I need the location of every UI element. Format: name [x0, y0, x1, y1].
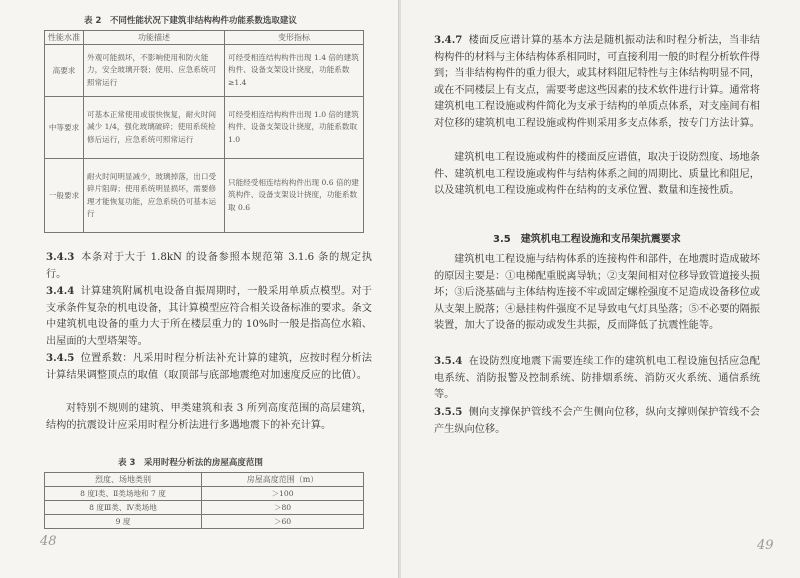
- table2-level: 中等要求: [45, 97, 84, 159]
- section-heading: 3.5 建筑机电工程设施和支吊架抗震要求: [493, 234, 681, 245]
- table3-header: 烈度、场地类别: [45, 473, 202, 487]
- para-3-4-7-cont: 建筑机电工程设施或构件的楼面反应谱值，取决于设防烈度、场地条件、建筑机电工程设施或构件与结构体系之间的周期比、质量比和阻尼，以及建筑机电工程设施或构件在结构的支承位置、数量和连接性质。: [434, 152, 760, 196]
- table-row: [45, 515, 364, 529]
- para-text: 侧向支撑保护管线不会产生侧向位移，纵向支撑则保护管线不会产生纵向位移。: [434, 407, 760, 435]
- para-3-4-4: [46, 283, 372, 350]
- table3-header: 房屋高度范围（m）: [202, 473, 364, 487]
- table3: [44, 472, 364, 529]
- para-3-5: 建筑机电工程设施与结构体系的连接构件和部件，在地震时造成破坏的原因主要是：①电梯配重脱离导轨；②支架间相对位移导致管道接头损坏；③后浇基础与主体结构连接不牢或固定螺栓强度不足造成设备移位或从支架上脱落；④悬挂构件强度不足导致电气灯具坠落；⑤不必要的隔振装置，加大了设备的振动或发生共振，反而降低了抗震性能等。: [434, 254, 760, 331]
- para-text: 在设防烈度地震下需要连续工作的建筑机电工程设施包括应急配电系统、消防报警及控制系统、防排烟系统、消防灭火系统、通信系统等。: [434, 356, 760, 400]
- clause-number: 3.4.3: [46, 251, 75, 263]
- table2-deform: 只能经受相连结构构件出现 0.6 倍的建筑构件、设备支架设计挠度，功能系数取 0.6: [225, 159, 364, 233]
- table3-cell: ＞60: [202, 515, 364, 529]
- para-3-5-5: [434, 404, 760, 438]
- clause-number: 3.5.5: [434, 406, 463, 418]
- table2: [44, 30, 364, 233]
- table2-desc: 可基本正常使用或很快恢复，耐火时间减少 1/4，强化玻璃破碎；使用系统检修后运行，应急系统可照常运行: [84, 97, 225, 159]
- table3-caption: 表 3 采用时程分析法的房屋高度范围: [118, 458, 263, 468]
- para-3-4-7: [434, 32, 760, 132]
- table2-desc: 外观可能损坏，不影响使用和防火能力，安全玻璃开裂；使用、应急系统可照常运行: [84, 45, 225, 97]
- para-text: 计算建筑附属机电设备自振周期时，一般采用单质点模型。对于支承条件复杂的机电设备，其计算模型应符合相关设备标准的要求。条文中建筑机电设备的重力大于所在楼层重力的 10%时一般是指高位水箱、出屋面的大型塔架等。: [46, 286, 372, 347]
- clause-number: 3.4.5: [46, 352, 75, 364]
- table2-desc: 耐火时间明显减少，玻璃掉落，出口受碎片阻碍；使用系统明显损坏，需要修理才能恢复功能，应急系统仍可基本运行: [84, 159, 225, 233]
- table2-level: 一般要求: [45, 159, 84, 233]
- left-page: [0, 0, 399, 578]
- clause-number: 3.5.4: [434, 355, 463, 367]
- para-3-4-3: [46, 249, 372, 283]
- right-page: [401, 0, 800, 578]
- table3-cell: ＞100: [202, 487, 364, 501]
- para-3-4-5-cont: 对特别不规则的建筑、甲类建筑和表 3 所列高度范围的高层建筑，结构的抗震设计应采用时程分析法进行多遇地震下的补充计算。: [46, 403, 372, 431]
- table2-level: 高要求: [45, 45, 84, 97]
- table2-header: 性能水准: [45, 31, 84, 45]
- para-text: 位置系数：凡采用时程分析法补充计算的建筑，应按时程分析法计算结果调整顶点的取值（取顶部与底部地震绝对加速度反应的比值）。: [46, 353, 372, 381]
- table-row: [45, 97, 364, 159]
- table3-cell: ＞80: [202, 501, 364, 515]
- para-text: 楼面反应谱计算的基本方法是随机振动法和时程分析法，当非结构构件的材料与主体结构体系相同时，可直接利用一般的时程分析软件得到；当非结构构件的重力很大，或其材料阻尼特性与主体结构明显不同，或在不同楼层上有支点，需要考虑这些因素的技术软件进行计算。通常将建筑机电工程设施或构件简化为支承于结构的单质点体系，对支座间有相对位移的建筑机电工程设施或构件则采用多支点体系，按专门方法计算。: [434, 35, 760, 129]
- table3-cell: 8 度Ⅲ类、Ⅳ类场地: [45, 501, 202, 515]
- table2-caption: 表 2 不同性能状况下建筑非结构构件功能系数选取建议: [84, 16, 297, 26]
- para-text: 本条对于大于 1.8kN 的设备参照本规范第 3.1.6 条的规定执行。: [46, 252, 372, 280]
- table2-deform: 可经受相连结构构件出现 1.4 倍的建筑构件、设备支架设计挠度，功能系数≥1.4: [225, 45, 364, 97]
- table2-header-row: [45, 31, 364, 45]
- para-3-5-4: [434, 353, 760, 404]
- clause-number: 3.4.7: [434, 34, 463, 46]
- table3-cell: 8 度Ⅰ类、Ⅱ类场地和 7 度: [45, 487, 202, 501]
- page-number: 49: [757, 538, 774, 553]
- table3-header-row: [45, 473, 364, 487]
- page-number: 48: [40, 534, 57, 549]
- table2-header: 功能描述: [84, 31, 225, 45]
- para-3-4-5: [46, 350, 372, 384]
- table-row: [45, 45, 364, 97]
- table2-deform: 可经受相连结构构件出现 1.0 倍的建筑构件、设备支架设计挠度，功能系数取 1.0: [225, 97, 364, 159]
- table-row: [45, 501, 364, 515]
- table-row: [45, 487, 364, 501]
- table3-cell: 9 度: [45, 515, 202, 529]
- clause-number: 3.4.4: [46, 285, 75, 297]
- table-row: [45, 159, 364, 233]
- table2-header: 变形指标: [225, 31, 364, 45]
